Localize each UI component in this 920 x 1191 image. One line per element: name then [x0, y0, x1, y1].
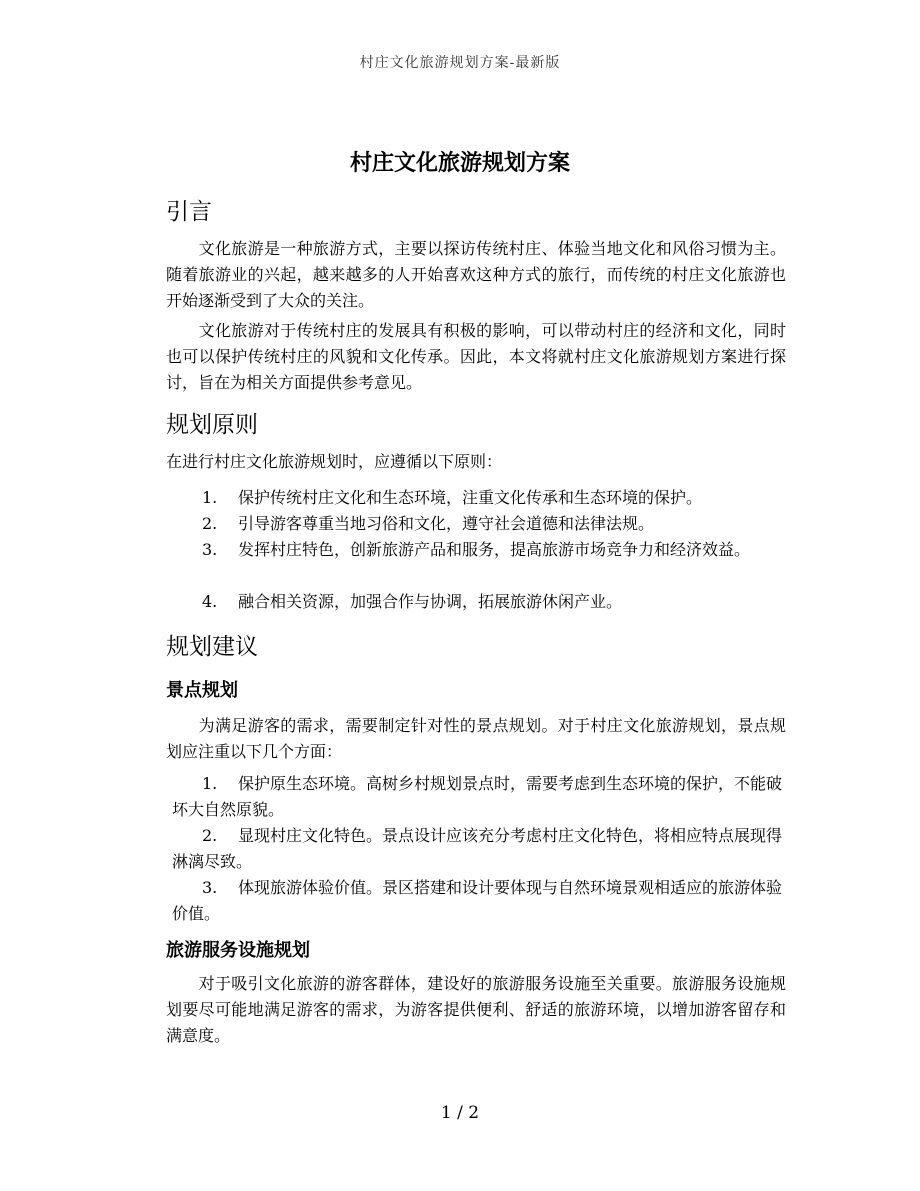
list-text: 保护原生态环境。高树乡村规划景点时，需要考虑到生态环境的保护，不能破坏大自然原貌。	[172, 774, 783, 819]
heading-principles: 规划原则	[166, 412, 258, 438]
list-text: 融合相关资源，加强合作与协调，拓展旅游休闲产业。	[238, 592, 623, 611]
principle-item	[172, 511, 792, 537]
principle-item	[172, 589, 792, 615]
list-text: 体现旅游体验价值。景区搭建和设计要体现与自然环境景观相适应的旅游体验价值。	[172, 878, 783, 923]
list-number: 1.	[202, 488, 218, 507]
scenic-item	[172, 823, 792, 875]
scenic-item	[172, 875, 792, 927]
list-number: 2.	[202, 514, 218, 533]
document-title: 村庄文化旅游规划方案	[349, 151, 570, 176]
list-number: 1.	[202, 774, 218, 793]
intro-paragraph-1: 文化旅游是一种旅游方式，主要以探访传统村庄、体验当地文化和风俗习惯为主。随着旅游业的兴起，越来越多的人开始喜欢这种方式的旅行，而传统的村庄文化旅游也开始逐渐受到了大众的关注。	[166, 239, 786, 310]
list-text: 引导游客尊重当地习俗和文化，遵守社会道德和法律法规。	[238, 514, 655, 533]
principle-item	[172, 485, 792, 511]
list-number: 3.	[202, 878, 218, 897]
scenic-lead: 为满足游客的需求，需要制定针对性的景点规划。对于村庄文化旅游规划，景点规划应注重以下几个方面：	[166, 716, 786, 761]
list-number: 3.	[202, 540, 218, 559]
page-indicator: 1 / 2	[440, 1103, 480, 1123]
list-text: 显现村庄文化特色。景点设计应该充分考虑村庄文化特色，将相应特点展现得淋漓尽致。	[172, 826, 783, 871]
heading-suggestions: 规划建议	[166, 634, 258, 660]
list-text: 发挥村庄特色，创新旅游产品和服务，提高旅游市场竞争力和经济效益。	[238, 540, 751, 559]
principles-lead: 在进行村庄文化旅游规划时，应遵循以下原则：	[166, 452, 503, 471]
heading-scenic-planning: 景点规划	[166, 680, 238, 701]
running-header: 村庄文化旅游规划方案-最新版	[359, 55, 561, 71]
scenic-item	[172, 771, 792, 823]
principle-item	[172, 537, 792, 563]
list-number: 2.	[202, 826, 218, 845]
heading-service-facilities: 旅游服务设施规划	[166, 940, 310, 961]
heading-intro: 引言	[166, 199, 212, 225]
service-paragraph: 对于吸引文化旅游的游客群体，建设好的旅游服务设施至关重要。旅游服务设施规划要尽可能地满足游客的需求，为游客提供便利、舒适的旅游环境，以增加游客留存和满意度。	[166, 974, 786, 1045]
list-text: 保护传统村庄文化和生态环境，注重文化传承和生态环境的保护。	[238, 488, 703, 507]
intro-paragraph-2: 文化旅游对于传统村庄的发展具有积极的影响，可以带动村庄的经济和文化，同时也可以保护传统村庄的风貌和文化传承。因此，本文将就村庄文化旅游规划方案进行探讨，旨在为相关方面提供参考意见。	[166, 321, 786, 392]
list-number: 4.	[202, 592, 218, 611]
